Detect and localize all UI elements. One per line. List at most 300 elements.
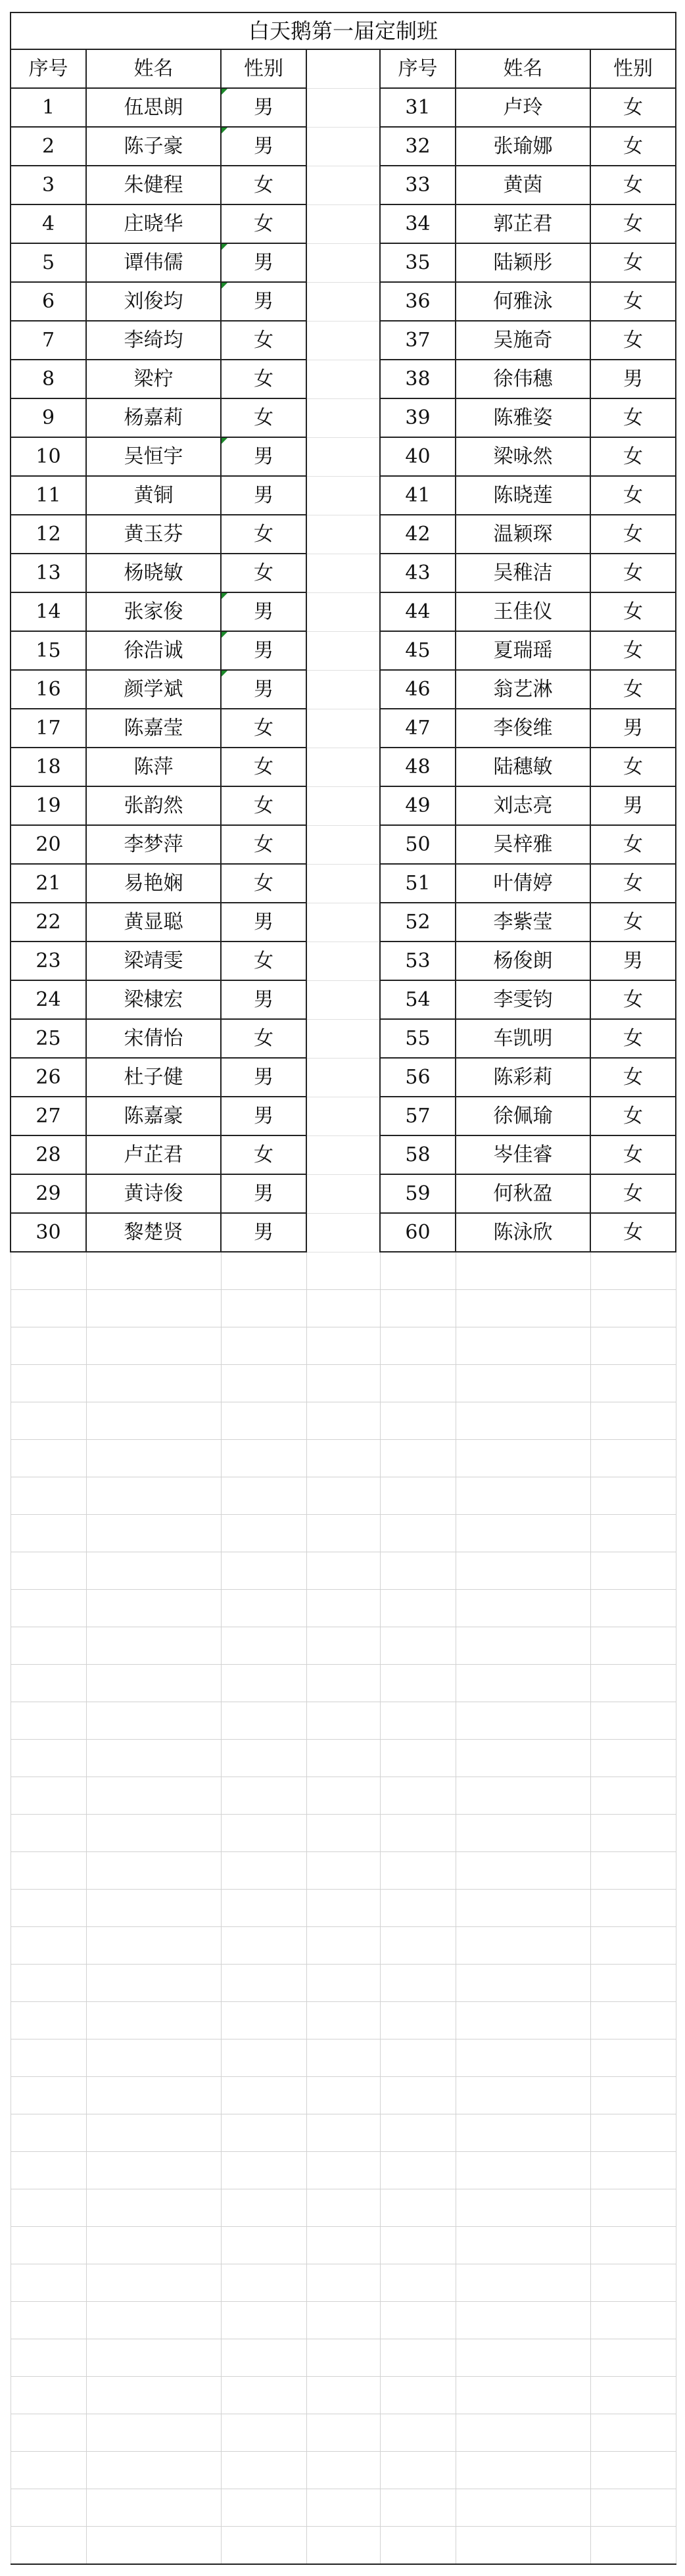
- student-name[interactable]: 陆颖彤: [456, 243, 590, 282]
- empty-cell[interactable]: [221, 2227, 306, 2264]
- student-number[interactable]: 51: [380, 864, 456, 903]
- empty-cell[interactable]: [221, 1815, 306, 1852]
- empty-cell[interactable]: [306, 2114, 380, 2152]
- student-name[interactable]: 梁咏然: [456, 437, 590, 476]
- student-name[interactable]: 车凯明: [456, 1019, 590, 1058]
- student-gender[interactable]: 女: [590, 1135, 676, 1174]
- student-name[interactable]: 张瑜娜: [456, 127, 590, 166]
- empty-cell[interactable]: [11, 2339, 86, 2377]
- gap-cell[interactable]: [306, 204, 380, 243]
- student-gender[interactable]: 女: [590, 1174, 676, 1213]
- empty-cell[interactable]: [221, 1965, 306, 2002]
- empty-cell[interactable]: [86, 1290, 221, 1327]
- empty-cell[interactable]: [86, 2152, 221, 2189]
- empty-cell[interactable]: [380, 2452, 456, 2489]
- empty-cell[interactable]: [221, 1777, 306, 1815]
- empty-cell[interactable]: [86, 1777, 221, 1815]
- empty-cell[interactable]: [380, 2414, 456, 2452]
- student-number[interactable]: 57: [380, 1097, 456, 1135]
- student-name[interactable]: 易艳娴: [86, 864, 221, 903]
- empty-cell[interactable]: [11, 2489, 86, 2527]
- empty-cell[interactable]: [590, 1402, 676, 1440]
- student-gender[interactable]: 男: [221, 631, 306, 670]
- empty-cell[interactable]: [86, 1890, 221, 1927]
- gap-cell[interactable]: [306, 282, 380, 321]
- empty-cell[interactable]: [456, 2227, 590, 2264]
- student-number[interactable]: 40: [380, 437, 456, 476]
- student-number[interactable]: 29: [11, 1174, 86, 1213]
- empty-cell[interactable]: [86, 2302, 221, 2339]
- student-name[interactable]: 吴恒宇: [86, 437, 221, 476]
- student-name[interactable]: 谭伟儒: [86, 243, 221, 282]
- student-name[interactable]: 陈泳欣: [456, 1213, 590, 1252]
- empty-cell[interactable]: [86, 2227, 221, 2264]
- empty-cell[interactable]: [221, 2264, 306, 2302]
- gap-cell[interactable]: [306, 631, 380, 670]
- empty-cell[interactable]: [221, 1627, 306, 1665]
- student-number[interactable]: 12: [11, 515, 86, 554]
- student-gender[interactable]: 男: [221, 88, 306, 127]
- empty-cell[interactable]: [590, 1815, 676, 1852]
- gap-cell[interactable]: [306, 437, 380, 476]
- empty-cell[interactable]: [11, 1665, 86, 1702]
- empty-cell[interactable]: [456, 1402, 590, 1440]
- gap-cell[interactable]: [306, 1174, 380, 1213]
- student-number[interactable]: 50: [380, 825, 456, 864]
- student-gender[interactable]: 女: [221, 166, 306, 204]
- student-number[interactable]: 11: [11, 476, 86, 515]
- empty-cell[interactable]: [11, 1852, 86, 1890]
- empty-cell[interactable]: [456, 2152, 590, 2189]
- student-number[interactable]: 4: [11, 204, 86, 243]
- empty-cell[interactable]: [380, 1252, 456, 1290]
- empty-cell[interactable]: [380, 1552, 456, 1590]
- empty-cell[interactable]: [456, 2414, 590, 2452]
- empty-cell[interactable]: [590, 2077, 676, 2114]
- student-name[interactable]: 黄茵: [456, 166, 590, 204]
- empty-cell[interactable]: [11, 1252, 86, 1290]
- empty-cell[interactable]: [590, 2302, 676, 2339]
- empty-cell[interactable]: [590, 2114, 676, 2152]
- gap-cell[interactable]: [306, 903, 380, 942]
- empty-cell[interactable]: [590, 1515, 676, 1552]
- empty-cell[interactable]: [590, 2152, 676, 2189]
- empty-cell[interactable]: [306, 2527, 380, 2565]
- student-number[interactable]: 9: [11, 398, 86, 437]
- empty-cell[interactable]: [86, 1927, 221, 1965]
- student-gender[interactable]: 女: [590, 980, 676, 1019]
- empty-cell[interactable]: [456, 1777, 590, 1815]
- empty-cell[interactable]: [306, 2227, 380, 2264]
- empty-cell[interactable]: [380, 2339, 456, 2377]
- student-number[interactable]: 6: [11, 282, 86, 321]
- empty-cell[interactable]: [380, 2227, 456, 2264]
- empty-cell[interactable]: [590, 1852, 676, 1890]
- empty-cell[interactable]: [306, 1590, 380, 1627]
- empty-cell[interactable]: [456, 2002, 590, 2039]
- empty-cell[interactable]: [456, 1927, 590, 1965]
- student-gender[interactable]: 男: [590, 786, 676, 825]
- student-number[interactable]: 33: [380, 166, 456, 204]
- empty-cell[interactable]: [221, 2489, 306, 2527]
- empty-cell[interactable]: [221, 2039, 306, 2077]
- student-number[interactable]: 55: [380, 1019, 456, 1058]
- student-name[interactable]: 颜学斌: [86, 670, 221, 709]
- empty-cell[interactable]: [86, 1327, 221, 1365]
- student-gender[interactable]: 男: [590, 360, 676, 398]
- student-gender[interactable]: 男: [221, 243, 306, 282]
- student-number[interactable]: 54: [380, 980, 456, 1019]
- empty-cell[interactable]: [380, 1815, 456, 1852]
- empty-cell[interactable]: [306, 1402, 380, 1440]
- sheet-title[interactable]: 白天鹅第一届定制班: [11, 12, 676, 49]
- student-gender[interactable]: 女: [590, 554, 676, 592]
- empty-cell[interactable]: [590, 2489, 676, 2527]
- student-number[interactable]: 56: [380, 1058, 456, 1097]
- empty-cell[interactable]: [221, 1290, 306, 1327]
- empty-cell[interactable]: [380, 2527, 456, 2565]
- empty-cell[interactable]: [380, 1665, 456, 1702]
- student-number[interactable]: 31: [380, 88, 456, 127]
- student-gender[interactable]: 女: [590, 631, 676, 670]
- student-gender[interactable]: 女: [221, 709, 306, 748]
- gap-cell[interactable]: [306, 748, 380, 786]
- student-number[interactable]: 28: [11, 1135, 86, 1174]
- student-name[interactable]: 徐浩诚: [86, 631, 221, 670]
- gap-cell[interactable]: [306, 554, 380, 592]
- empty-cell[interactable]: [86, 1552, 221, 1590]
- empty-cell[interactable]: [11, 2114, 86, 2152]
- student-gender[interactable]: 女: [590, 88, 676, 127]
- student-number[interactable]: 19: [11, 786, 86, 825]
- student-gender[interactable]: 男: [221, 592, 306, 631]
- student-name[interactable]: 夏瑞瑶: [456, 631, 590, 670]
- empty-cell[interactable]: [456, 1590, 590, 1627]
- student-name[interactable]: 徐佩瑜: [456, 1097, 590, 1135]
- empty-cell[interactable]: [221, 2527, 306, 2565]
- empty-cell[interactable]: [306, 1740, 380, 1777]
- student-number[interactable]: 46: [380, 670, 456, 709]
- empty-cell[interactable]: [306, 1852, 380, 1890]
- student-gender[interactable]: 女: [590, 476, 676, 515]
- empty-cell[interactable]: [11, 1290, 86, 1327]
- empty-cell[interactable]: [590, 2039, 676, 2077]
- empty-cell[interactable]: [306, 1965, 380, 2002]
- empty-cell[interactable]: [456, 1365, 590, 1402]
- student-gender[interactable]: 女: [590, 1097, 676, 1135]
- student-number[interactable]: 52: [380, 903, 456, 942]
- empty-cell[interactable]: [86, 2339, 221, 2377]
- empty-cell[interactable]: [456, 2339, 590, 2377]
- empty-cell[interactable]: [86, 1515, 221, 1552]
- gap-cell[interactable]: [306, 360, 380, 398]
- student-number[interactable]: 13: [11, 554, 86, 592]
- empty-cell[interactable]: [11, 2527, 86, 2565]
- empty-cell[interactable]: [456, 1965, 590, 2002]
- gap-cell[interactable]: [306, 1058, 380, 1097]
- empty-cell[interactable]: [456, 1290, 590, 1327]
- student-number[interactable]: 43: [380, 554, 456, 592]
- header-gender[interactable]: 性别: [221, 49, 306, 88]
- empty-cell[interactable]: [456, 1740, 590, 1777]
- student-name[interactable]: 伍思朗: [86, 88, 221, 127]
- student-name[interactable]: 陈雅姿: [456, 398, 590, 437]
- empty-cell[interactable]: [306, 2452, 380, 2489]
- student-number[interactable]: 5: [11, 243, 86, 282]
- student-number[interactable]: 2: [11, 127, 86, 166]
- gap-cell[interactable]: [306, 398, 380, 437]
- empty-cell[interactable]: [86, 1477, 221, 1515]
- student-name[interactable]: 陈萍: [86, 748, 221, 786]
- student-name[interactable]: 郭芷君: [456, 204, 590, 243]
- student-number[interactable]: 22: [11, 903, 86, 942]
- empty-cell[interactable]: [380, 1402, 456, 1440]
- empty-cell[interactable]: [380, 2264, 456, 2302]
- gap-cell[interactable]: [306, 709, 380, 748]
- empty-cell[interactable]: [590, 1702, 676, 1740]
- student-gender[interactable]: 女: [590, 515, 676, 554]
- empty-cell[interactable]: [221, 2339, 306, 2377]
- empty-cell[interactable]: [86, 2452, 221, 2489]
- student-gender[interactable]: 女: [221, 321, 306, 360]
- empty-cell[interactable]: [456, 1252, 590, 1290]
- student-gender[interactable]: 女: [590, 1058, 676, 1097]
- empty-cell[interactable]: [590, 1477, 676, 1515]
- empty-cell[interactable]: [590, 1552, 676, 1590]
- empty-cell[interactable]: [86, 1440, 221, 1477]
- empty-cell[interactable]: [306, 2002, 380, 2039]
- student-number[interactable]: 27: [11, 1097, 86, 1135]
- gap-cell[interactable]: [306, 980, 380, 1019]
- empty-cell[interactable]: [11, 1965, 86, 2002]
- student-number[interactable]: 17: [11, 709, 86, 748]
- empty-cell[interactable]: [456, 2039, 590, 2077]
- student-gender[interactable]: 女: [590, 864, 676, 903]
- empty-cell[interactable]: [380, 1702, 456, 1740]
- empty-cell[interactable]: [86, 2077, 221, 2114]
- student-name[interactable]: 叶倩婷: [456, 864, 590, 903]
- empty-cell[interactable]: [11, 1327, 86, 1365]
- gap-cell[interactable]: [306, 1019, 380, 1058]
- student-number[interactable]: 14: [11, 592, 86, 631]
- student-number[interactable]: 41: [380, 476, 456, 515]
- empty-cell[interactable]: [590, 1252, 676, 1290]
- gap-cell[interactable]: [306, 786, 380, 825]
- empty-cell[interactable]: [456, 2264, 590, 2302]
- empty-cell[interactable]: [456, 1552, 590, 1590]
- empty-cell[interactable]: [590, 2377, 676, 2414]
- student-name[interactable]: 何雅泳: [456, 282, 590, 321]
- gap-cell[interactable]: [306, 1213, 380, 1252]
- empty-cell[interactable]: [11, 2227, 86, 2264]
- student-number[interactable]: 1: [11, 88, 86, 127]
- student-number[interactable]: 49: [380, 786, 456, 825]
- student-name[interactable]: 卢玲: [456, 88, 590, 127]
- empty-cell[interactable]: [11, 1777, 86, 1815]
- empty-cell[interactable]: [86, 2489, 221, 2527]
- empty-cell[interactable]: [380, 2077, 456, 2114]
- student-name[interactable]: 徐伟穗: [456, 360, 590, 398]
- empty-cell[interactable]: [590, 2339, 676, 2377]
- student-name[interactable]: 李绮均: [86, 321, 221, 360]
- empty-cell[interactable]: [306, 2339, 380, 2377]
- empty-cell[interactable]: [221, 1365, 306, 1402]
- empty-cell[interactable]: [380, 2189, 456, 2227]
- student-name[interactable]: 李梦萍: [86, 825, 221, 864]
- empty-cell[interactable]: [11, 1927, 86, 1965]
- empty-cell[interactable]: [456, 2114, 590, 2152]
- student-name[interactable]: 陈嘉莹: [86, 709, 221, 748]
- empty-cell[interactable]: [306, 1665, 380, 1702]
- student-gender[interactable]: 女: [221, 864, 306, 903]
- empty-cell[interactable]: [86, 1627, 221, 1665]
- student-number[interactable]: 16: [11, 670, 86, 709]
- gap-cell[interactable]: [306, 166, 380, 204]
- student-gender[interactable]: 男: [221, 1174, 306, 1213]
- student-number[interactable]: 8: [11, 360, 86, 398]
- student-name[interactable]: 陆穗敏: [456, 748, 590, 786]
- empty-cell[interactable]: [11, 2414, 86, 2452]
- empty-cell[interactable]: [590, 1290, 676, 1327]
- header-name[interactable]: 姓名: [86, 49, 221, 88]
- empty-cell[interactable]: [86, 2527, 221, 2565]
- student-number[interactable]: 42: [380, 515, 456, 554]
- empty-cell[interactable]: [86, 1665, 221, 1702]
- empty-cell[interactable]: [306, 2414, 380, 2452]
- student-name[interactable]: 梁靖雯: [86, 942, 221, 980]
- student-number[interactable]: 25: [11, 1019, 86, 1058]
- empty-cell[interactable]: [86, 2039, 221, 2077]
- empty-cell[interactable]: [221, 2302, 306, 2339]
- student-name[interactable]: 杨晓敏: [86, 554, 221, 592]
- empty-cell[interactable]: [221, 2114, 306, 2152]
- empty-cell[interactable]: [221, 1590, 306, 1627]
- empty-cell[interactable]: [11, 2039, 86, 2077]
- empty-cell[interactable]: [86, 2377, 221, 2414]
- empty-cell[interactable]: [11, 1815, 86, 1852]
- empty-cell[interactable]: [11, 2264, 86, 2302]
- empty-cell[interactable]: [221, 2452, 306, 2489]
- student-name[interactable]: 杨嘉莉: [86, 398, 221, 437]
- empty-cell[interactable]: [380, 2114, 456, 2152]
- empty-cell[interactable]: [456, 2452, 590, 2489]
- empty-cell[interactable]: [456, 1665, 590, 1702]
- student-name[interactable]: 李紫莹: [456, 903, 590, 942]
- empty-cell[interactable]: [380, 1515, 456, 1552]
- empty-cell[interactable]: [11, 1552, 86, 1590]
- gap-cell[interactable]: [306, 243, 380, 282]
- empty-cell[interactable]: [306, 1815, 380, 1852]
- student-number[interactable]: 34: [380, 204, 456, 243]
- student-gender[interactable]: 女: [590, 204, 676, 243]
- empty-cell[interactable]: [306, 2377, 380, 2414]
- student-gender[interactable]: 男: [221, 127, 306, 166]
- empty-cell[interactable]: [86, 1252, 221, 1290]
- student-number[interactable]: 48: [380, 748, 456, 786]
- empty-cell[interactable]: [221, 2377, 306, 2414]
- student-name[interactable]: 杜子健: [86, 1058, 221, 1097]
- empty-cell[interactable]: [590, 1777, 676, 1815]
- student-name[interactable]: 黄铜: [86, 476, 221, 515]
- empty-cell[interactable]: [86, 1590, 221, 1627]
- empty-cell[interactable]: [456, 1515, 590, 1552]
- student-name[interactable]: 梁柠: [86, 360, 221, 398]
- empty-cell[interactable]: [11, 2002, 86, 2039]
- empty-cell[interactable]: [380, 2002, 456, 2039]
- student-gender[interactable]: 男: [221, 437, 306, 476]
- empty-cell[interactable]: [456, 2527, 590, 2565]
- empty-cell[interactable]: [11, 2302, 86, 2339]
- student-gender[interactable]: 女: [590, 903, 676, 942]
- empty-cell[interactable]: [86, 2002, 221, 2039]
- empty-cell[interactable]: [221, 2152, 306, 2189]
- empty-cell[interactable]: [221, 1477, 306, 1515]
- student-name[interactable]: 庄晓华: [86, 204, 221, 243]
- student-number[interactable]: 36: [380, 282, 456, 321]
- student-name[interactable]: 陈彩莉: [456, 1058, 590, 1097]
- empty-cell[interactable]: [221, 1702, 306, 1740]
- empty-cell[interactable]: [221, 1515, 306, 1552]
- student-gender[interactable]: 女: [590, 1213, 676, 1252]
- header-name[interactable]: 姓名: [456, 49, 590, 88]
- student-gender[interactable]: 男: [221, 1097, 306, 1135]
- student-name[interactable]: 李雯钧: [456, 980, 590, 1019]
- student-gender[interactable]: 女: [590, 437, 676, 476]
- student-number[interactable]: 39: [380, 398, 456, 437]
- empty-cell[interactable]: [380, 1852, 456, 1890]
- student-number[interactable]: 59: [380, 1174, 456, 1213]
- empty-cell[interactable]: [306, 1290, 380, 1327]
- empty-cell[interactable]: [11, 2452, 86, 2489]
- empty-cell[interactable]: [590, 2414, 676, 2452]
- student-gender[interactable]: 女: [221, 554, 306, 592]
- student-gender[interactable]: 男: [221, 903, 306, 942]
- empty-cell[interactable]: [456, 2189, 590, 2227]
- empty-cell[interactable]: [590, 1327, 676, 1365]
- empty-cell[interactable]: [306, 1365, 380, 1402]
- gap-cell[interactable]: [306, 1135, 380, 1174]
- empty-cell[interactable]: [306, 2077, 380, 2114]
- empty-cell[interactable]: [11, 1440, 86, 1477]
- student-gender[interactable]: 女: [221, 786, 306, 825]
- empty-cell[interactable]: [306, 2039, 380, 2077]
- student-name[interactable]: 朱健程: [86, 166, 221, 204]
- student-gender[interactable]: 女: [221, 825, 306, 864]
- student-number[interactable]: 44: [380, 592, 456, 631]
- empty-cell[interactable]: [380, 1327, 456, 1365]
- empty-cell[interactable]: [456, 1440, 590, 1477]
- empty-cell[interactable]: [86, 1852, 221, 1890]
- empty-cell[interactable]: [590, 2527, 676, 2565]
- student-number[interactable]: 45: [380, 631, 456, 670]
- empty-cell[interactable]: [380, 2377, 456, 2414]
- empty-cell[interactable]: [380, 1890, 456, 1927]
- student-number[interactable]: 18: [11, 748, 86, 786]
- empty-cell[interactable]: [11, 1515, 86, 1552]
- student-number[interactable]: 53: [380, 942, 456, 980]
- student-gender[interactable]: 女: [221, 398, 306, 437]
- empty-cell[interactable]: [221, 1890, 306, 1927]
- student-name[interactable]: 何秋盈: [456, 1174, 590, 1213]
- empty-cell[interactable]: [306, 1515, 380, 1552]
- empty-cell[interactable]: [456, 1852, 590, 1890]
- empty-cell[interactable]: [456, 1890, 590, 1927]
- student-gender[interactable]: 女: [221, 515, 306, 554]
- empty-cell[interactable]: [86, 1965, 221, 2002]
- empty-cell[interactable]: [590, 1365, 676, 1402]
- empty-cell[interactable]: [380, 2152, 456, 2189]
- student-name[interactable]: 岑佳睿: [456, 1135, 590, 1174]
